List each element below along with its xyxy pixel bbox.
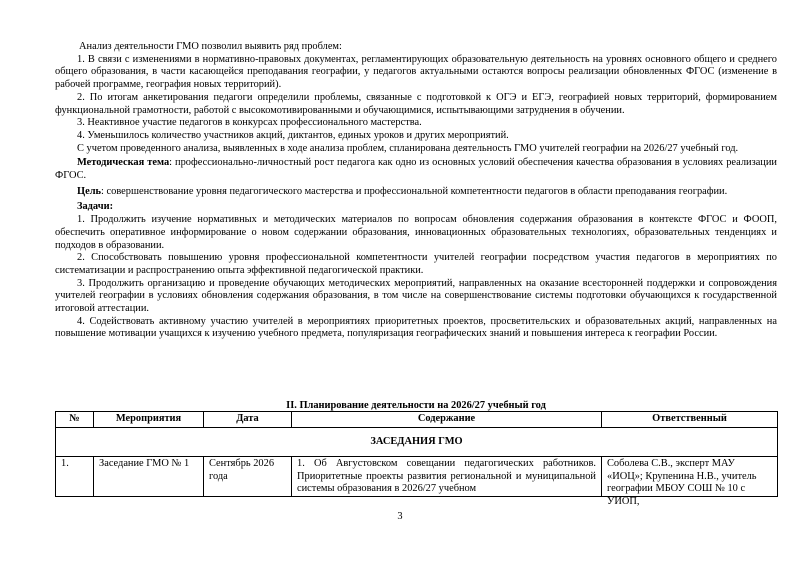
header-responsible: Ответственный — [602, 412, 778, 428]
method-theme-text: : профессионально-личностный рост педагога как одно из основных условий обеспечения качества образования в условиях реализации ФГОС. — [55, 157, 777, 182]
task-item: 2. Способствовать повышению уровня профессиональной компетентности учителей географии посредством участия педагогов в мероприятиях по систематизации и распространению опыта эффективной педагогической практики. — [55, 252, 777, 276]
problem-item: 4. Уменьшилось количество участников акций, диктантов, единых уроков и других мероприятий. — [77, 129, 509, 141]
method-theme-label: Методическая тема — [77, 157, 170, 169]
tasks-heading: Задачи: — [77, 201, 114, 213]
problem-item: 2. По итогам анкетирования педагоги определили проблемы, связанные с подготовкой к ОГЭ и ЕГЭ, географией новых территорий, формированием функциональной грамотности, работой с высокомотивированными и обучающимися, испытывающими затруднения в обучении. — [55, 91, 777, 116]
task-item: 3. Продолжить организацию и проведение обучающих методических мероприятий, направленных на оказание всесторонней поддержки и сопровождения учителей географии в условиях обновления содержания образования, в том числе на совершенствование системы подготовки обучающихся к государственной итоговой аттестации. — [55, 277, 777, 315]
goal-text: : совершенствование уровня педагогического мастерства и профессиональной компетентности педагогов в области преподавания географии. — [101, 185, 728, 197]
analysis-text — [55, 41, 777, 341]
goal-paragraph — [55, 186, 777, 199]
intro-paragraph: Анализ деятельности ГМО позволил выявить ряд проблем: — [79, 41, 342, 52]
section-title: II. Планирование деятельности на 2026/27 учебный год — [286, 400, 546, 411]
cell-date: Сентябрь 2026 года — [204, 457, 292, 497]
problem-item: 1. В связи с изменениями в нормативно-правовых документах, регламентирующих образовательную деятельность на уровнях основного общего и среднего общего образования, в части касающейся преподавания географии, у педагогов актуальными остаются вопросы реализации обновленных ФГОС (изменение в рабочей программе, география новых территорий). — [55, 53, 777, 91]
plan-table — [55, 411, 778, 508]
header-event: Мероприятия — [94, 412, 204, 428]
table-header-row — [56, 412, 778, 428]
method-theme-paragraph — [55, 157, 777, 182]
header-content: Содержание — [292, 412, 602, 428]
cell-number: 1. — [56, 457, 94, 497]
cell-content: 1. Об Августовском совещании педагогических работников. Приоритетные проекты развития региональной и муниципальной системы образования в 2026/27 учебном — [292, 457, 602, 497]
header-number: № — [56, 412, 94, 428]
page-number: 3 — [397, 511, 403, 522]
goal-label: Цель — [77, 185, 102, 197]
task-item: 4. Содействовать активному участию учителей в мероприятиях приоритетных проектов, просветительских и образовательных акций, направленных на повышение мотивации учащихся к изучению учебного предмета, популяризация географических знаний и повышения интереса к географии России. — [55, 315, 777, 340]
cell-responsible: Соболева С.В., эксперт МАУ «ИОЦ»; Крупенина Н.В., учитель географии МБОУ СОШ № 10 с УИОП, — [602, 457, 778, 497]
group-title: ЗАСЕДАНИЯ ГМО — [56, 428, 778, 457]
cell-event: Заседание ГМО № 1 — [94, 457, 204, 497]
tasks-label: Задачи — [77, 201, 110, 213]
problem-item: 3. Неактивное участие педагогов в конкурсах профессионального мастерства. — [77, 117, 422, 129]
group-row — [56, 428, 778, 457]
task-item: 1. Продолжить изучение нормативных и методических материалов по вопросам обновления содержания образования в контексте ФГОС и ФООП, обеспечить оперативное информирование о новом содержании образования, инновационных образовательных технологиях, образовательных тенденциях и подходов в образовании. — [55, 214, 777, 251]
table-row — [56, 457, 778, 497]
conclusion-paragraph: С учетом проведенного анализа, выявленных в ходе анализа проблем, спланирована деятельность ГМО учителей географии на 2026/27 учебный год. — [77, 142, 739, 154]
header-date: Дата — [204, 412, 292, 428]
